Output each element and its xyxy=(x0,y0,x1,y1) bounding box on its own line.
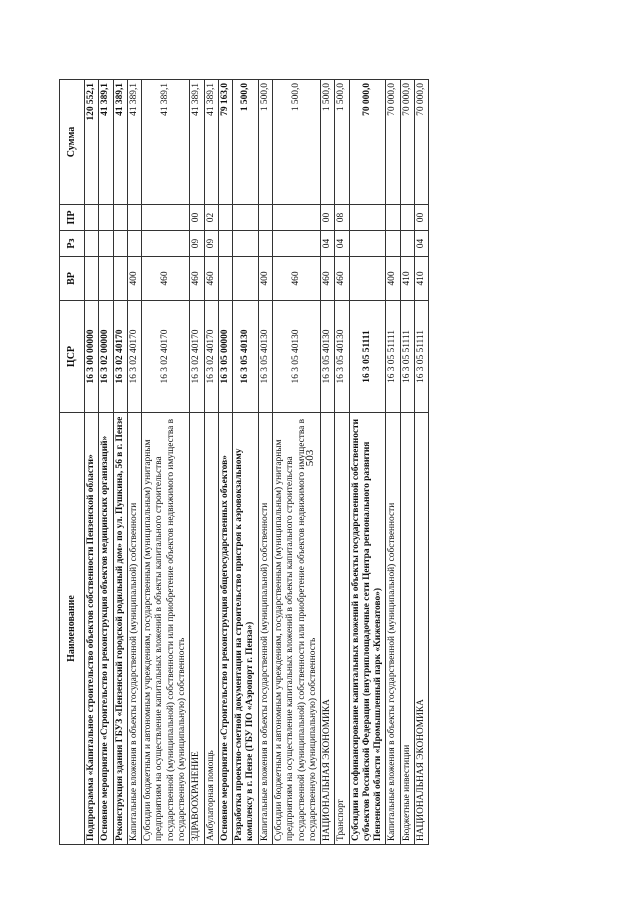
cell-name: Бюджетные инвестиции xyxy=(400,413,414,845)
table-row xyxy=(204,80,218,845)
cell-name: НАЦИОНАЛЬНАЯ ЭКОНОМИКА xyxy=(415,413,429,845)
cell-sum: 70 000,0 xyxy=(349,80,386,205)
cell-rz xyxy=(386,231,400,257)
cell-sum: 79 163,0 xyxy=(218,80,232,205)
cell-vr: 400 xyxy=(258,257,272,301)
cell-vr: 460 xyxy=(335,257,349,301)
cell-sum: 1 500,0 xyxy=(233,80,259,205)
table-row xyxy=(258,80,272,845)
cell-csr: 16 3 02 40170 xyxy=(204,301,218,413)
cell-rz xyxy=(218,231,232,257)
cell-vr: 460 xyxy=(272,257,320,301)
cell-name: Капитальные вложения в объекты государственной (муниципальной) собственности xyxy=(386,413,400,845)
cell-pr: 00 xyxy=(415,205,429,231)
cell-name: Капитальные вложения в объекты государственной (муниципальной) собственности xyxy=(127,413,141,845)
table-row xyxy=(218,80,232,845)
cell-sum: 1 500,0 xyxy=(272,80,320,205)
cell-csr: 16 3 05 40130 xyxy=(335,301,349,413)
budget-table xyxy=(59,79,429,845)
cell-rz xyxy=(99,231,113,257)
cell-name: Разработка проектно-сметной документации на строительство пристроя к аэровокзальному комплексу в г. Пензе (ГБУ ПО «Аэропорт г. Пенза») xyxy=(233,413,259,845)
cell-csr: 16 3 02 40170 xyxy=(127,301,141,413)
table-row xyxy=(386,80,400,845)
cell-sum: 70 000,0 xyxy=(415,80,429,205)
header-csr: ЦСР xyxy=(60,301,85,413)
cell-pr: 00 xyxy=(321,205,335,231)
cell-csr: 16 3 05 40130 xyxy=(272,301,320,413)
cell-pr xyxy=(99,205,113,231)
cell-pr xyxy=(272,205,320,231)
cell-name: Основное мероприятие «Строительство и реконструкция общегосударственных объектов» xyxy=(218,413,232,845)
cell-rz: 09 xyxy=(204,231,218,257)
cell-pr: 00 xyxy=(190,205,204,231)
cell-name: Подпрограмма «Капитальное строительство объектов собственности Пензенской области» xyxy=(85,413,99,845)
cell-rz xyxy=(142,231,190,257)
cell-csr: 16 3 05 40130 xyxy=(321,301,335,413)
cell-sum: 41 389,1 xyxy=(99,80,113,205)
page-number: 503 xyxy=(304,449,316,467)
cell-vr xyxy=(99,257,113,301)
cell-pr xyxy=(386,205,400,231)
cell-csr: 16 3 02 40170 xyxy=(113,301,127,413)
cell-vr: 460 xyxy=(321,257,335,301)
table-row xyxy=(233,80,259,845)
cell-sum: 41 389,1 xyxy=(113,80,127,205)
table-row xyxy=(127,80,141,845)
cell-csr: 16 3 02 00000 xyxy=(99,301,113,413)
cell-vr xyxy=(349,257,386,301)
cell-name: НАЦИОНАЛЬНАЯ ЭКОНОМИКА xyxy=(321,413,335,845)
cell-csr: 16 3 02 40170 xyxy=(190,301,204,413)
cell-sum: 41 389,1 xyxy=(127,80,141,205)
cell-sum: 1 500,0 xyxy=(321,80,335,205)
cell-sum: 41 389,1 xyxy=(204,80,218,205)
table-row xyxy=(335,80,349,845)
table-row xyxy=(113,80,127,845)
header-rz: Рз xyxy=(60,231,85,257)
cell-vr: 460 xyxy=(142,257,190,301)
cell-sum: 70 000,0 xyxy=(386,80,400,205)
cell-vr xyxy=(218,257,232,301)
cell-vr: 410 xyxy=(415,257,429,301)
cell-pr xyxy=(142,205,190,231)
cell-vr: 460 xyxy=(204,257,218,301)
cell-name: Субсидии на софинансирование капитальных вложений в объекты государственной собственности субъектов Российской Федерации (внутриплощадочные сети Центра регионального развития Пензенской области «Промышленный парк «Кижеватово») xyxy=(349,413,386,845)
cell-pr xyxy=(127,205,141,231)
budget-table-container xyxy=(59,80,544,845)
cell-rz xyxy=(127,231,141,257)
cell-csr: 16 3 05 51111 xyxy=(349,301,386,413)
cell-name: Амбулаторная помощь xyxy=(204,413,218,845)
table-row xyxy=(99,80,113,845)
cell-csr: 16 3 05 40130 xyxy=(258,301,272,413)
cell-vr xyxy=(113,257,127,301)
table-body xyxy=(85,80,429,845)
header-sum: Сумма xyxy=(60,80,85,205)
cell-sum: 41 389,1 xyxy=(142,80,190,205)
table-row xyxy=(415,80,429,845)
cell-name: Капитальные вложения в объекты государственной (муниципальной) собственности xyxy=(258,413,272,845)
cell-rz: 04 xyxy=(321,231,335,257)
cell-pr xyxy=(85,205,99,231)
cell-vr: 460 xyxy=(190,257,204,301)
cell-rz xyxy=(400,231,414,257)
cell-csr: 16 3 05 51111 xyxy=(415,301,429,413)
cell-vr xyxy=(233,257,259,301)
cell-rz: 09 xyxy=(190,231,204,257)
table-row xyxy=(321,80,335,845)
cell-pr xyxy=(218,205,232,231)
table-header-row xyxy=(60,80,85,845)
cell-name: Субсидии бюджетным и автономным учреждениям, государственным (муниципальным) унитарным предприятиям на осуществление капитальных вложений в объекты капитального строительства государственной (муниципальной) собственности или приобретение объектов недвижимого имущества в государственную (муниципальную) собственность xyxy=(272,413,320,845)
header-name: Наименование xyxy=(60,413,85,845)
cell-pr xyxy=(233,205,259,231)
cell-vr: 400 xyxy=(127,257,141,301)
header-vr: ВР xyxy=(60,257,85,301)
cell-name: ЗДРАВООХРАНЕНИЕ xyxy=(190,413,204,845)
cell-rz: 04 xyxy=(415,231,429,257)
cell-pr xyxy=(349,205,386,231)
table-row xyxy=(142,80,190,845)
header-pr: ПР xyxy=(60,205,85,231)
cell-sum: 1 500,0 xyxy=(335,80,349,205)
cell-name: Транспорт xyxy=(335,413,349,845)
cell-pr xyxy=(258,205,272,231)
cell-rz: 04 xyxy=(335,231,349,257)
cell-pr xyxy=(400,205,414,231)
cell-pr: 08 xyxy=(335,205,349,231)
cell-vr: 400 xyxy=(386,257,400,301)
cell-rz xyxy=(258,231,272,257)
cell-sum: 1 500,0 xyxy=(258,80,272,205)
cell-rz xyxy=(349,231,386,257)
table-row xyxy=(400,80,414,845)
cell-csr: 16 3 02 40170 xyxy=(142,301,190,413)
cell-csr: 16 3 05 51111 xyxy=(386,301,400,413)
table-row xyxy=(349,80,386,845)
cell-csr: 16 3 05 00000 xyxy=(218,301,232,413)
cell-rz xyxy=(233,231,259,257)
cell-pr: 02 xyxy=(204,205,218,231)
cell-name: Реконструкция здания ГБУЗ «Пензенский городской родильный дом» по ул. Пушкина, 56 в г. Пензе xyxy=(113,413,127,845)
cell-sum: 41 389,1 xyxy=(190,80,204,205)
cell-name: Основное мероприятие «Строительство и реконструкция объектов медицинских организаций» xyxy=(99,413,113,845)
cell-pr xyxy=(113,205,127,231)
table-row xyxy=(190,80,204,845)
table-row xyxy=(85,80,99,845)
cell-vr: 410 xyxy=(400,257,414,301)
cell-sum: 70 000,0 xyxy=(400,80,414,205)
cell-rz xyxy=(85,231,99,257)
cell-sum: 120 552,1 xyxy=(85,80,99,205)
table-row xyxy=(272,80,320,845)
cell-csr: 16 3 05 51111 xyxy=(400,301,414,413)
cell-rz xyxy=(113,231,127,257)
cell-name: Субсидии бюджетным и автономным учреждениям, государственным (муниципальным) унитарным предприятиям на осуществление капитальных вложений в объекты капитального строительства государственной (муниципальной) собственности или приобретение объектов недвижимого имущества в государственную (муниципальную) собственность xyxy=(142,413,190,845)
cell-vr xyxy=(85,257,99,301)
cell-rz xyxy=(272,231,320,257)
cell-csr: 16 3 05 40130 xyxy=(233,301,259,413)
cell-csr: 16 3 00 00000 xyxy=(85,301,99,413)
